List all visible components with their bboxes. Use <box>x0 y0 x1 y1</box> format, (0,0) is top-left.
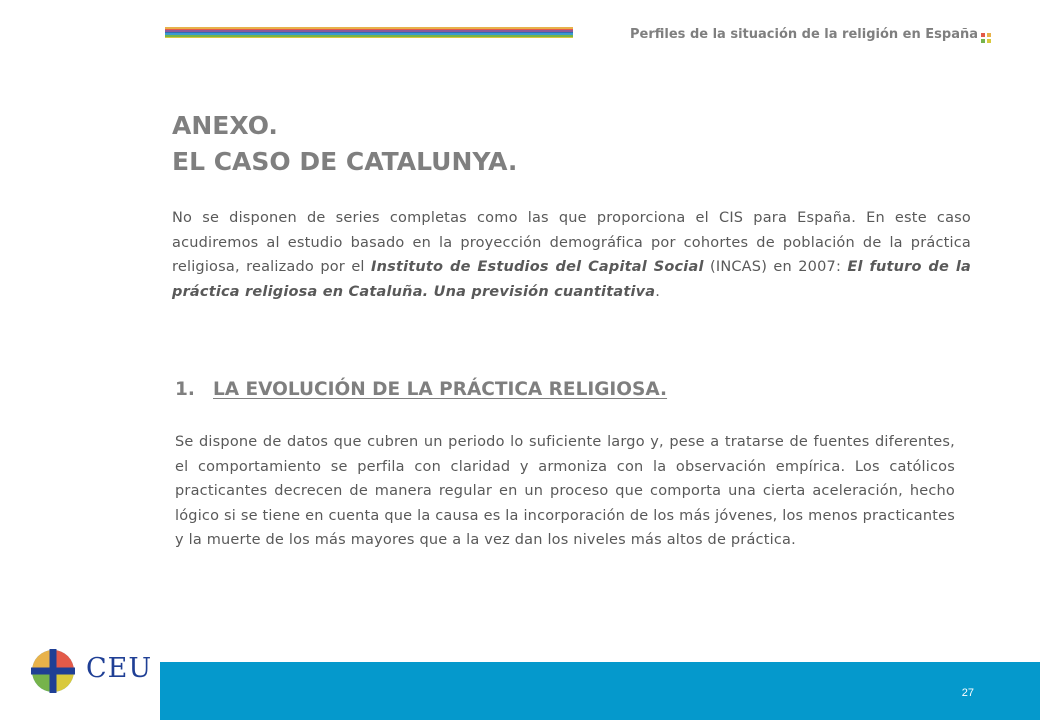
ceu-emblem-icon <box>30 648 76 694</box>
study-title: El futuro de la práctica religiosa en Cataluña. Una previsión cuantitativa <box>172 259 971 300</box>
logo-text: CEU <box>86 653 153 684</box>
heading-line-2: EL CASO DE CATALUNYA. <box>172 147 518 176</box>
intro-text-3: . <box>655 283 661 300</box>
header-title: Perfiles de la situación de la religión en España <box>630 27 978 42</box>
page-number: 27 <box>961 687 974 699</box>
cross-mark-icon <box>981 33 991 43</box>
institute-name: Instituto de Estudios del Capital Social <box>371 259 704 275</box>
page-heading <box>172 108 517 180</box>
ceu-logo <box>30 648 170 694</box>
intro-paragraph <box>172 206 971 304</box>
header-color-stripes <box>165 27 573 35</box>
footer-bar <box>160 662 1040 720</box>
section-body: Se dispone de datos que cubren un periodo lo suficiente largo y, pese a tratarse de fuentes diferentes, el comportamiento se perfila con claridad y armoniza con la observación empírica. Los católicos practicantes decrecen de manera regular en un proceso que comporta una cierta aceleración, hecho lógico si se tiene en cuenta que la causa es la incorporación de los más jóvenes, los menos practicantes y la muerte de los más mayores que a la vez dan los niveles más altos de práctica. <box>175 434 955 548</box>
intro-text-1: No se disponen de series completas como las que proporciona el CIS para España. En este caso acudiremos al estudio basado en la proyección demográfica por cohortes de población de la práctica religiosa, realizado por el <box>172 210 971 275</box>
section-heading <box>175 379 667 400</box>
section-number: 1. <box>175 379 195 400</box>
section-title: LA EVOLUCIÓN DE LA PRÁCTICA RELIGIOSA. <box>213 379 668 400</box>
heading-line-1: ANEXO. <box>172 111 278 140</box>
intro-text-2: (INCAS) en 2007: <box>703 259 848 275</box>
